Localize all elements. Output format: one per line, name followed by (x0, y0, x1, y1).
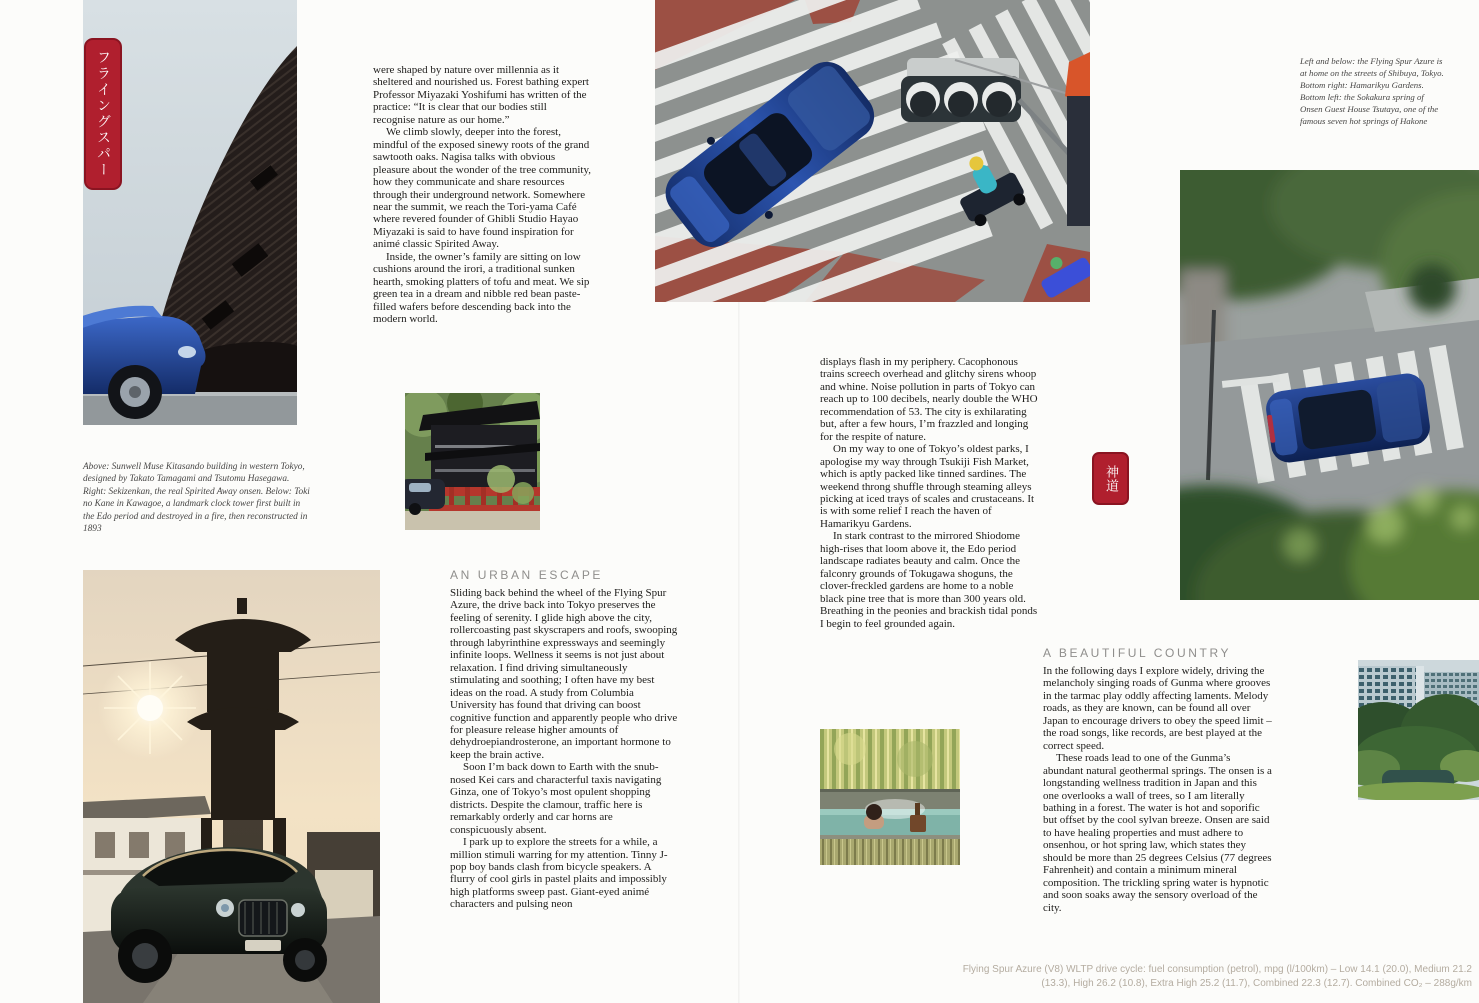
beautiful-country-section (1043, 646, 1273, 914)
beautiful-country-column (1043, 665, 1273, 914)
city-column (820, 356, 1038, 630)
paragraph: Soon I’m back down to Earth with the snub-nosed Kei cars and characterful taxis navigating Ginza, one of Tokyo’s most opulent shopping districts. Despite the clamour, traffic here is remarkably orderly and car horns are conspicuously absent. (450, 761, 662, 836)
paragraph: I park up to explore the streets for a while, a million stimuli warring for my attention. Tinny J-pop boy bands clash from bicycle speakers. A flurry of cool girls in pastel plaits and impossibly high platforms sweep past. Giant-eyed animé characters and pulsing neon (450, 836, 668, 911)
urban-escape-column (450, 587, 678, 911)
urban-escape-heading: AN URBAN ESCAPE (450, 568, 604, 582)
sekizenkan-photo (405, 393, 540, 530)
paragraph: These roads lead to one of the Gunma’s abundant natural geothermal springs. The onsen is a longstanding wellness tradition in Japan and this one overlooks a wall of trees, so I am literally bathing in a forest. The water is hot and soporific but offset by the cool sylvan breeze. Onsen are said to have healing properties and must adhere to onsenhou, or hot spring law, which states they should be more than 25 degrees Celsius (77 degrees Fahrenheit) and contain a minimum mineral composition. The trickling spring water is hypnotic and soon soaks away the sensory overload of the city. (1043, 752, 1272, 914)
paragraph: Sliding back behind the wheel of the Flying Spur Azure, the drive back into Tokyo preserves the feeling of serenity. I glide high above the city, rollercoasting past skyscrapers and roofs, swooping through labyrinthine expressways and seemingly infinite loops. Wellness it seems is not just about relaxation. I find driving simultaneously stimulating and soothing; I often have my best ideas on the road. A study from Columbia University has found that driving can boost cognitive function and apparently people who drive for pleasure release higher amounts of dehydroepiandrosterone, an important hormone to keep the brain active. (450, 587, 678, 761)
flying-spur-katakana-badge (84, 38, 122, 190)
flying-spur-katakana-text: フライングスパー (95, 50, 111, 178)
paragraph: were shaped by nature over millennia as it sheltered and nourished us. Forest bathing expert Professor Miyazaki Yoshifumi has written of the practice: “It is clear that our bodies still recognise nature as our home.” (373, 64, 589, 126)
right-photos-caption: Left and below: the Flying Spur Azure is at home on the streets of Shibuya, Tokyo. Bottom right: Hamarikyu Gardens. Bottom left: the Sokakura spring of Onsen Guest House Tsutaya, one of the famous seven hot springs of Hakone (1300, 56, 1444, 126)
paragraph: On my way to one of Tokyo’s oldest parks, I apologise my way through Tsukiji Fish Market, which is aptly packed like tinned sardines. The weekend throng shuffle through steaming alleys picking at iced trays of scales and crustaceans. It is with some relief I reach the haven of Hamarikyu Gardens. (820, 443, 1035, 530)
wltp-footnote: Flying Spur Azure (V8) WLTP drive cycle: fuel consumption (petrol), mpg (l/100km) – Low 14.1 (20.0), Medium 21.2 (13.3), High 26.2 (10.8), Extra High 25.2 (11.7), Combined 22.3 (12.7). Combined CO₂ – 288g/km (962, 964, 1472, 989)
paragraph: displays flash in my periphery. Cacophonous trains screech overhead and glitchy sirens whoop and whine. Noise pollution in parts of Tokyo can reach up to 100 decibels, nearly double the WHO recommendation of 53. The city is exhilarating but, after a few hours, I’m frazzled and longing for the respite of nature. (820, 356, 1038, 443)
shibuya-street-photo (1180, 170, 1479, 600)
paragraph: Inside, the owner’s family are sitting on low cushions around the irori, a traditional sunken hearth, smoking platters of tofu and meat. We sip green tea in a dream and nibble red bean paste-filled wafers before descending back into the modern world. (373, 250, 590, 326)
shinto-kanji-text: 神道 (1103, 464, 1118, 493)
paragraph: In the following days I explore widely, driving the melancholy singing roads of Gunma where grooves in the tarmac play oddly affecting laments. Melody roads, as they are known, can be found all over Japan to encourage drivers to obey the speed limit – the road songs, like records, are best played at the correct speed. (1043, 665, 1272, 752)
shinto-kanji-badge (1092, 452, 1129, 505)
left-photos-caption: Above: Sunwell Muse Kitasando building in western Tokyo, designed by Takato Tamagami and Tsutomu Hasegawa. Right: Sekizenkan, the real Spirited Away onsen. Below: Toki no Kane in Kawagoe, a landmark clock tower first built in the Edo period and destroyed in a fire, then reconstructed in 1893 (83, 462, 310, 535)
clock-tower-photo (83, 570, 380, 1003)
urban-escape-section (450, 568, 678, 911)
onsen-photo (820, 729, 960, 865)
paragraph: We climb slowly, deeper into the forest, mindful of the exposed sinewy roots of the grand sawtooth oaks. Nagisa talks with obvious pleasure about the wonder of the tree community, how they communicate and share resources through their underground network. Somewhere near the summit, we reach the Tori-yama Café where revered founder of Ghibli Studio Hayao Miyazaki is said to have found inspiration for animé classic Spirited Away. (373, 126, 591, 251)
crossing-aerial-photo (655, 0, 1090, 302)
beautiful-country-heading: A BEAUTIFUL COUNTRY (1043, 646, 1232, 660)
intro-column (373, 64, 591, 326)
hamarikyu-garden-photo (1358, 660, 1479, 800)
paragraph: In stark contrast to the mirrored Shiodome high-rises that loom above it, the Edo period landscape radiates beauty and calm. Once the falconry grounds of Tokugawa shoguns, the clover-freckled gardens are home to a noble black pine tree that is more than 300 years old. Breathing in the peonies and brackish tidal ponds I begin to feel grounded again. (820, 530, 1038, 630)
